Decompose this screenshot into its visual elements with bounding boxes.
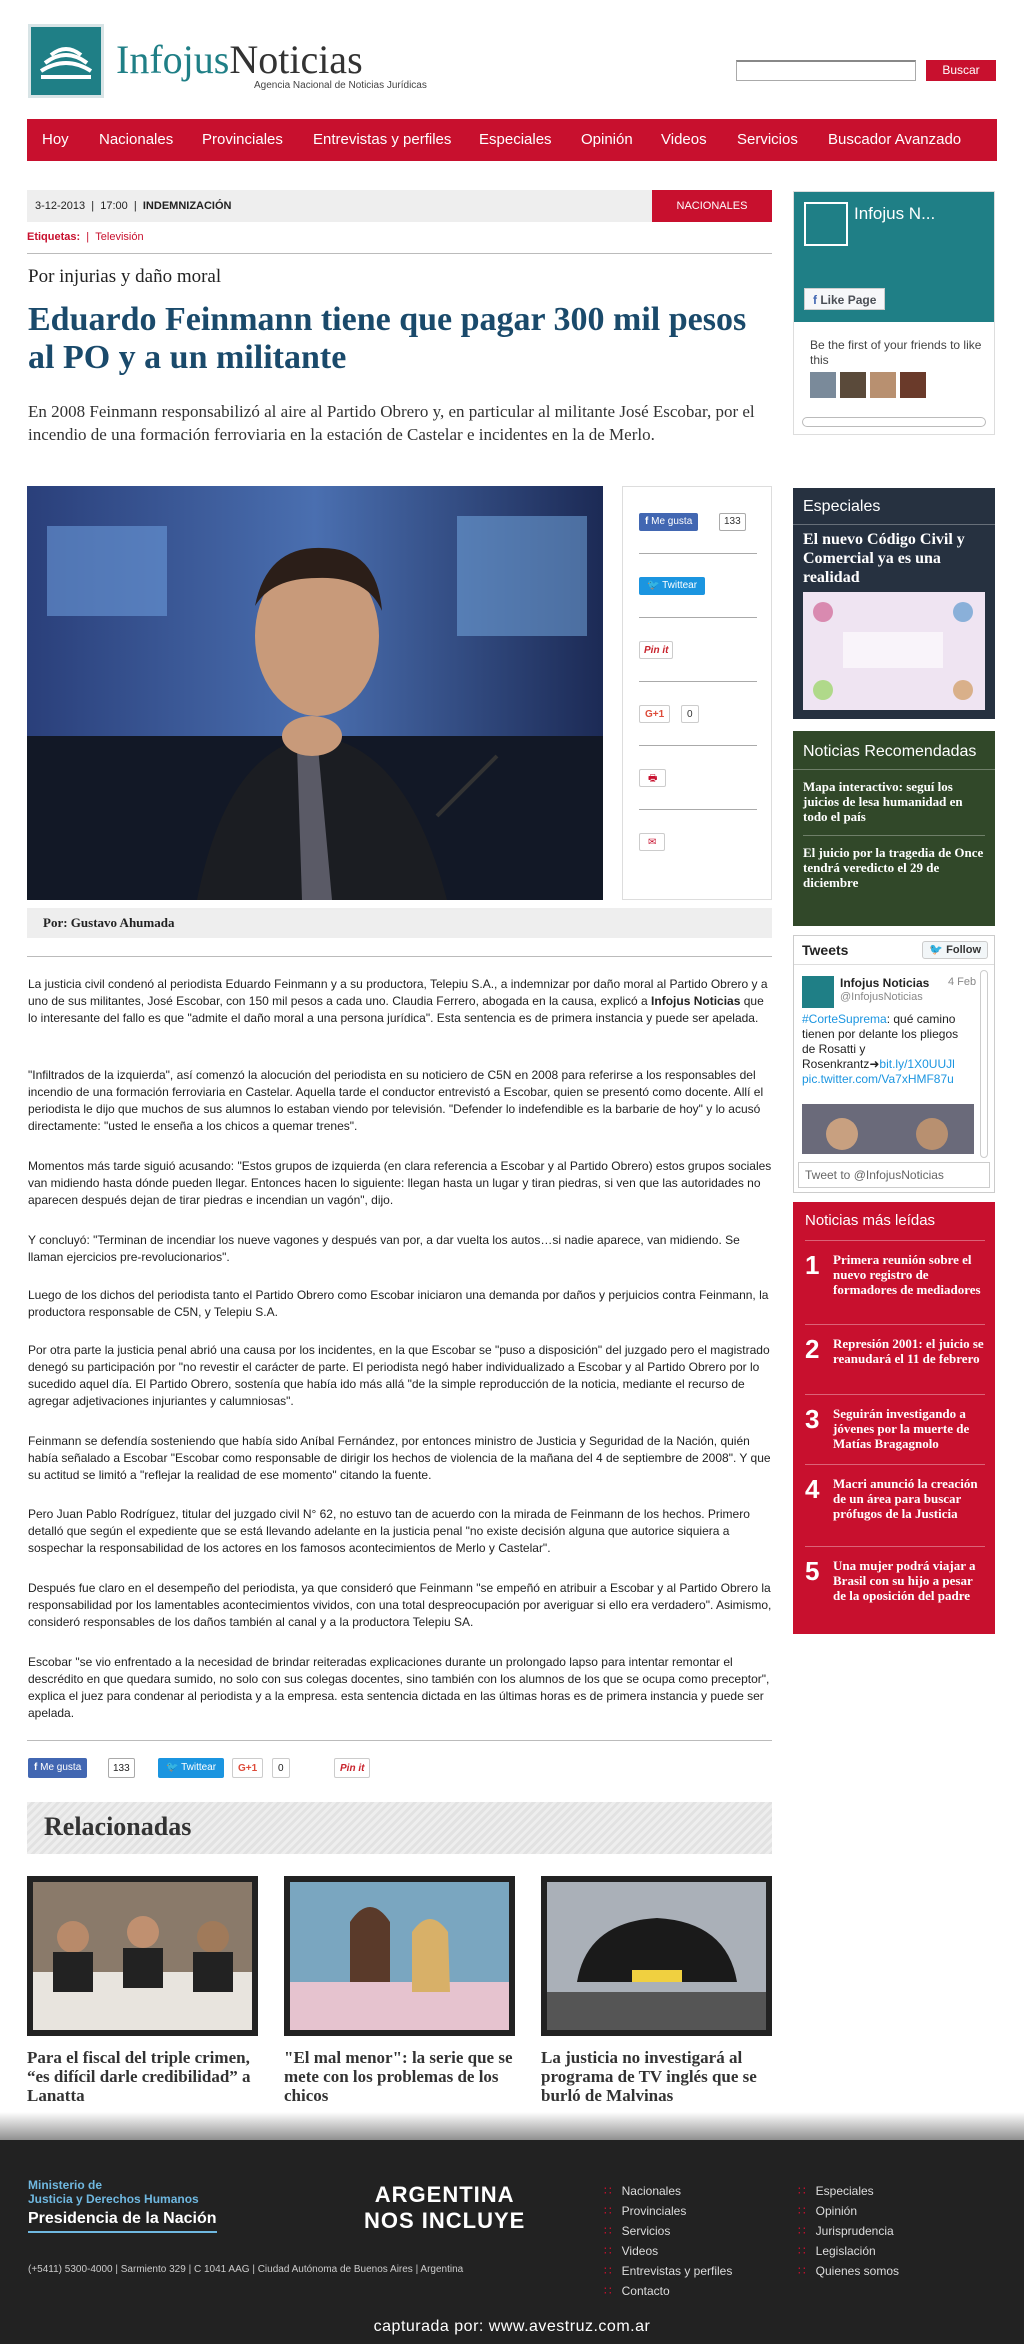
related-image-3[interactable] — [541, 1876, 772, 2036]
bullet-icon: ∷ — [798, 2184, 806, 2198]
divider — [639, 553, 757, 554]
nav-item-provinciales[interactable]: Provinciales — [202, 131, 283, 148]
masleida-num: 1 — [805, 1250, 820, 1280]
follow-label: Follow — [946, 944, 981, 956]
ministry-logo[interactable] — [28, 2178, 199, 2206]
tags-label: Etiquetas: — [27, 231, 81, 243]
nav-item-opinion[interactable]: Opinión — [581, 131, 633, 148]
article-paragraph: Por otra parte la justicia penal abrió una causa por los incidentes, en la que Escobar se "puso a disposición" del juzgado pero el magistrado denegó su participación por "no revestir el carácter de parte. El periodista negó haber individualizado a Escobar y al Partido Obrero por lo sucedido aquel día. El Partido Obrero, sostenía que había ido más allá "de la simple reproducción de la noticia, mediante el recurso de agregar adjetivaciones injuriantes y calumniosas". — [28, 1343, 770, 1408]
twitter-icon: 🐦 — [929, 944, 944, 956]
tweets-widget — [793, 935, 995, 1193]
pinit-button[interactable]: Pin it — [639, 641, 673, 659]
nav-item-nacionales[interactable]: Nacionales — [99, 131, 174, 148]
article-meta: 3-12-2013 | 17:00 | INDEMNIZACIÓN — [27, 190, 653, 222]
article-photo — [27, 486, 603, 900]
logo-icon[interactable] — [28, 24, 104, 98]
divider — [794, 964, 994, 965]
divider — [805, 1394, 985, 1395]
nav-item-videos[interactable]: Videos — [661, 131, 707, 148]
pinit-button-bottom[interactable]: Pin it — [334, 1758, 370, 1778]
masleida-item-1[interactable] — [805, 1250, 985, 1314]
bullet-icon: ∷ — [798, 2204, 806, 2218]
twitter-icon: 🐦 — [166, 1762, 179, 1773]
masleida-num: 5 — [805, 1556, 820, 1586]
recomendadas-heading: Noticias Recomendadas — [803, 743, 977, 760]
tweets-heading: Tweets — [802, 942, 849, 958]
facebook-icon: f — [645, 516, 649, 527]
follow-button[interactable] — [922, 941, 988, 959]
footer-link-nacionales[interactable] — [604, 2184, 681, 2198]
nav-item-servicios[interactable]: Servicios — [737, 131, 798, 148]
nav-item-hoy[interactable]: Hoy — [42, 131, 69, 148]
like-count: 133 — [719, 513, 746, 531]
divider — [639, 809, 757, 810]
divider — [639, 681, 757, 682]
tweet-body: : qué camino tienen por delante los pliegos de Rosatti y Rosenkrantz➜ — [802, 1012, 959, 1071]
footer — [0, 2140, 1024, 2344]
search-button[interactable]: Buscar — [926, 60, 996, 81]
footer-link-label: Contacto — [621, 2284, 670, 2298]
bullet-icon: ∷ — [798, 2244, 806, 2258]
related-caption-2[interactable]: "El mal menor": la serie que se mete con los problemas de los chicos — [284, 2048, 513, 2105]
logo-title[interactable] — [116, 36, 363, 83]
gplus-button[interactable]: G+1 — [639, 705, 670, 723]
article-paragraph — [28, 976, 773, 1027]
fb-scrollbar[interactable] — [802, 417, 986, 427]
article-paragraph: Pero Juan Pablo Rodríguez, titular del juzgado civil N° 62, no estuvo tan de acuerdo con la mirada de Feinmann de los hechos. Primero detalló que según el expediente que se está llevando adelante en la justicia penal "no existe decisión alguna que autorice siquiera a sospechar la responsabilidad de los actores en los famosos acontecimientos de Merlo y Castelar". — [28, 1507, 750, 1555]
footer-link-label: Opinión — [815, 2204, 858, 2218]
gplus-count-bottom: 0 — [272, 1758, 290, 1778]
article-byline: Por: Gustavo Ahumada — [27, 908, 772, 938]
bullet-icon: ∷ — [604, 2224, 612, 2238]
tweet-image[interactable] — [802, 1104, 974, 1154]
like-button-bottom[interactable] — [28, 1758, 87, 1778]
footer-link-label: Servicios — [621, 2224, 671, 2238]
bullet-icon: ∷ — [798, 2224, 806, 2238]
recomendada-link-2[interactable]: El juicio por la tragedia de Once tendrá veredicto el 29 de diciembre — [803, 845, 984, 890]
masleida-text: Seguirán investigando a jóvenes por la muerte de Matías Bragagnolo — [833, 1406, 970, 1451]
footer-link-especiales[interactable] — [798, 2184, 874, 2198]
masleidas-heading: Noticias más leídas — [805, 1212, 936, 1229]
paragraph-text: que lo interesante del fallo es que "admite el daño moral a una persona jurídica". Esta sentencia es de primera instancia y puede ser apelada. — [28, 994, 764, 1025]
article-paragraph: Momentos más tarde siguió acusando: "Estos grupos de izquierda (en clara referencia a Escobar y al Partido Obrero) estos grupos sociales van midiendo hasta dónde pueden llegar. Entonces hacen lo siguiente: llegan hasta un lugar y tiran piedras, si ven que las autoridades no aparecen después dejan de tirar piedras e incendian un vagón", dijo. — [28, 1159, 772, 1207]
tweet-label: Twittear — [181, 1762, 217, 1773]
tags: Etiquetas: | Televisión — [27, 231, 144, 243]
masleida-item-4[interactable] — [805, 1474, 985, 1538]
tweet-pic-link[interactable]: pic.twitter.com/Va7xHMF87u — [802, 1072, 954, 1086]
footer-link-label: Quienes somos — [815, 2264, 900, 2278]
footer-link-quienes-somos[interactable] — [798, 2264, 899, 2278]
bullet-icon: ∷ — [604, 2264, 612, 2278]
ministry-line-1: Ministerio de — [28, 2178, 103, 2192]
masleida-text: Primera reunión sobre el nuevo registro de formadores de mediadores — [833, 1252, 981, 1297]
fb-friend-avatar[interactable] — [810, 372, 836, 398]
masleida-text: Represión 2001: el juicio se reanudará el 11 de febrero — [833, 1336, 984, 1366]
article-paragraph: Feinmann se defendía sosteniendo que había sido Aníbal Fernández, por entonces ministro de Justicia y Seguridad de la Nación, quién había señalado a Escobar "Escobar como responsable de dirigir los hechos de violencia de la mañana del 4 de septiembre de 2008". Y que su actitud se limitó a "reflejar la realidad de ese momento" citando la fuente. — [28, 1434, 771, 1482]
related-image-2[interactable] — [284, 1876, 515, 2036]
paragraph-text: La justicia civil condenó al periodista Eduardo Feinmann y a su productora, Telepiu S.A., a indemnizar por daño moral al Partido Obrero y a uno de sus militantes, José Escobar, con 150 mil pesos a cada uno. Claudia Ferrero, abogada en la causa, explicó a — [28, 977, 768, 1008]
tweet-compose-input[interactable]: Tweet to @InfojusNoticias — [798, 1162, 990, 1188]
ministry-line-2: Justicia y Derechos Humanos — [28, 2192, 199, 2206]
footer-link-entrevistas[interactable] — [604, 2264, 732, 2278]
fb-friend-avatar[interactable] — [900, 372, 926, 398]
bullet-icon: ∷ — [798, 2264, 806, 2278]
especiales-heading: Especiales — [803, 498, 881, 515]
article-paragraph: Luego de los dichos del periodista tanto el Partido Obrero como Escobar iniciaron una demanda por daños y perjuicios contra Feinmann, la productora responsable de C5N, y Telepiu S.A. — [28, 1288, 769, 1319]
tweet-button-bottom[interactable] — [158, 1758, 224, 1778]
divider — [805, 1546, 985, 1547]
article-lead: En 2008 Feinmann responsabilizó al aire al Partido Obrero y, en particular al militante José Escobar, por el incendio de una formación ferroviaria en la estación de Castelar e incidentes en la de Merlo. — [28, 402, 755, 444]
bullet-icon: ∷ — [604, 2284, 612, 2298]
footer-link-label: Legislación — [815, 2244, 876, 2258]
divider — [27, 956, 772, 957]
masleida-item-5[interactable] — [805, 1556, 985, 1620]
article-paragraph: Escobar "se vio enfrentado a la necesidad de brindar reiteradas explicaciones durante un prolongado lapso para intentar remontar el descrédito en que quedara sumido, no solo con sus colegas docentes, sino también con los alumnos de los que se ocupa como preceptor", explica el juez para condenar al periodista y a la empresa. esta sentencia dictada en las últimas horas es de primera instancia y puede ser apelada. — [28, 1655, 770, 1720]
article-date: 3-12-2013 — [35, 200, 86, 212]
logo-brand: Infojus — [116, 37, 230, 82]
section-badge[interactable]: NACIONALES — [652, 190, 772, 222]
footer-address: (+5411) 5300-4000 | Sarmiento 329 | C 1041 AAG | Ciudad Autónoma de Buenos Aires | Argentina — [28, 2264, 464, 2275]
fb-friend-avatar[interactable] — [870, 372, 896, 398]
facebook-icon: f — [813, 293, 817, 307]
especiales-image[interactable] — [803, 592, 985, 710]
tweet-label: Twittear — [662, 580, 698, 591]
bullet-icon: ∷ — [604, 2244, 612, 2258]
share-box — [622, 486, 772, 900]
masleida-text: Macri anunció la creación de un área para buscar prófugos de la Justicia — [833, 1476, 978, 1521]
fb-like-page-button[interactable] — [804, 288, 885, 310]
divider — [793, 524, 995, 525]
footer-link-videos[interactable] — [604, 2244, 658, 2258]
tag-link[interactable]: Televisión — [95, 231, 144, 243]
recomendada-link-1[interactable]: Mapa interactivo: seguí los juicios de lesa humanidad en todo el país — [803, 779, 963, 824]
fb-page-name[interactable]: Infojus N... — [854, 204, 936, 223]
article-paragraph: "Infiltrados de la izquierda", así comenzó la alocución del periodista en su noticiero de C5N en 2008 para referirse a los responsables del incendio de una formación ferroviaria en Castelar. Aquella tarde el conductor entrevistó a Escobar, quien se presentó como docente. Allí el periodista le dijo que muchos de sus alumnos lo estaban viendo por televisión. "Defender lo indefendible es la barbarie de hoy" y lo acusó directamente: "usted le enseña a los chicos a quemar trenes". — [28, 1068, 764, 1133]
nav-item-especiales[interactable]: Especiales — [479, 131, 552, 148]
footer-link-label: Entrevistas y perfiles — [621, 2264, 733, 2278]
footer-link-label: Provinciales — [621, 2204, 687, 2218]
print-icon[interactable]: 🖶 — [639, 769, 666, 787]
article-headline: Eduardo Feinmann tiene que pagar 300 mil pesos al PO y a un militante — [28, 301, 747, 376]
slogan-line-2: NOS INCLUYE — [364, 2208, 526, 2233]
footer-link-legislacion[interactable] — [798, 2244, 876, 2258]
like-label: Me gusta — [40, 1762, 82, 1773]
like-count-bottom: 133 — [108, 1758, 135, 1778]
tweet-date[interactable]: 4 Feb — [948, 976, 977, 988]
footer-link-label: Jurisprudencia — [815, 2224, 894, 2238]
footer-link-provinciales[interactable] — [604, 2204, 686, 2218]
recomendadas-box — [793, 731, 995, 926]
logo-brand-2: Noticias — [229, 37, 363, 82]
especiales-box — [793, 488, 995, 719]
masleida-text: Una mujer podrá viajar a Brasil con su hijo a pesar de la oposición del padre — [833, 1558, 976, 1603]
tweet-handle[interactable]: @InfojusNoticias — [840, 991, 923, 1003]
footer-fade — [0, 2112, 1024, 2142]
divider — [805, 1464, 985, 1465]
especiales-title[interactable]: El nuevo Código Civil y Comercial ya es una realidad — [803, 531, 965, 586]
paragraph-bold: Infojus Noticias — [651, 994, 741, 1008]
masleida-item-2[interactable] — [805, 1334, 985, 1386]
divider — [803, 835, 985, 836]
presidency-label[interactable]: Presidencia de la Nación — [28, 2210, 217, 2233]
article-topic: INDEMNIZACIÓN — [142, 200, 232, 212]
divider — [27, 253, 772, 254]
divider — [793, 769, 995, 770]
nav-item-entrevistas[interactable]: Entrevistas y perfiles — [313, 131, 452, 148]
article-paragraph: Después fue claro en el desempeño del periodista, ya que consideró que Feinmann "se empeñó en atribuir a Escobar y al Partido Obrero la responsabilidad por los lamentables acontecimientos vividos, con una total despreocupación por averiguar si ello era verdadero". Asimismo, consideró responsables de los daños también al canal y a la productora Telepiu SA. — [28, 1581, 772, 1629]
bullet-icon: ∷ — [604, 2184, 612, 2198]
divider — [805, 1240, 985, 1241]
article-kicker: Por injurias y daño moral — [28, 266, 222, 287]
divider — [805, 1324, 985, 1325]
article-time: 17:00 — [100, 200, 128, 212]
footer-link-opinion[interactable] — [798, 2204, 857, 2218]
divider — [639, 745, 757, 746]
nav-item-buscador[interactable]: Buscador Avanzado — [828, 131, 962, 148]
footer-link-label: Videos — [621, 2244, 659, 2258]
divider — [639, 617, 757, 618]
article-paragraph: Y concluyó: "Terminan de incendiar los nueve vagones y después van por, a dar vuelta los autos…si nadie aparece, van midiendo. Se llaman ejercicios pre-revolucionarios". — [28, 1233, 740, 1264]
related-title: Relacionadas — [44, 1812, 192, 1841]
fb-friend-avatar[interactable] — [840, 372, 866, 398]
fb-friends-text: Be the first of your friends to like this — [810, 338, 982, 367]
tweet-button[interactable] — [639, 577, 705, 595]
footer-link-jurisprudencia[interactable] — [798, 2224, 894, 2238]
fb-like-page-label: Like Page — [820, 293, 877, 307]
slogan-logo — [364, 2182, 525, 2234]
tweet-avatar[interactable] — [802, 976, 834, 1008]
like-label: Me gusta — [651, 516, 693, 527]
masleida-num: 2 — [805, 1334, 820, 1364]
tweets-scrollbar[interactable] — [980, 970, 988, 1158]
tweet-author[interactable]: Infojus Noticias — [840, 976, 930, 990]
related-image-1[interactable] — [27, 1876, 258, 2036]
footer-link-contacto[interactable] — [604, 2284, 670, 2298]
fb-avatar-icon — [804, 202, 848, 246]
tweet-hashtag[interactable]: #CorteSuprema — [802, 1012, 887, 1026]
twitter-icon: 🐦 — [647, 580, 660, 591]
masleidas-box — [793, 1202, 995, 1634]
masleida-item-3[interactable] — [805, 1404, 985, 1456]
footer-link-label: Especiales — [815, 2184, 874, 2198]
email-icon[interactable]: ✉ — [639, 833, 665, 851]
gplus-count: 0 — [681, 705, 699, 723]
capture-credit: capturada por: www.avestruz.com.ar — [373, 2318, 651, 2335]
slogan-line-1: ARGENTINA — [374, 2182, 515, 2207]
masleida-num: 3 — [805, 1404, 820, 1434]
related-caption-3[interactable]: La justicia no investigará al programa de TV inglés que se burló de Malvinas — [541, 2048, 757, 2105]
like-button[interactable] — [639, 513, 698, 531]
search-input[interactable] — [736, 60, 916, 81]
related-caption-1[interactable]: Para el fiscal del triple crimen, “es difícil darle credibilidad” a Lanatta — [27, 2048, 251, 2105]
gplus-button-bottom[interactable]: G+1 — [232, 1758, 263, 1778]
tweet-text — [802, 1012, 974, 1087]
facebook-icon: f — [34, 1762, 38, 1773]
tweet-link[interactable]: bit.ly/1X0UUJl — [879, 1057, 955, 1071]
footer-link-servicios[interactable] — [604, 2224, 670, 2238]
logo-subtitle: Agencia Nacional de Noticias Jurídicas — [254, 80, 427, 91]
footer-link-label: Nacionales — [621, 2184, 682, 2198]
main-nav — [27, 119, 997, 161]
divider — [27, 1740, 772, 1741]
bullet-icon: ∷ — [604, 2204, 612, 2218]
facebook-widget — [793, 191, 995, 435]
masleida-num: 4 — [805, 1474, 820, 1504]
